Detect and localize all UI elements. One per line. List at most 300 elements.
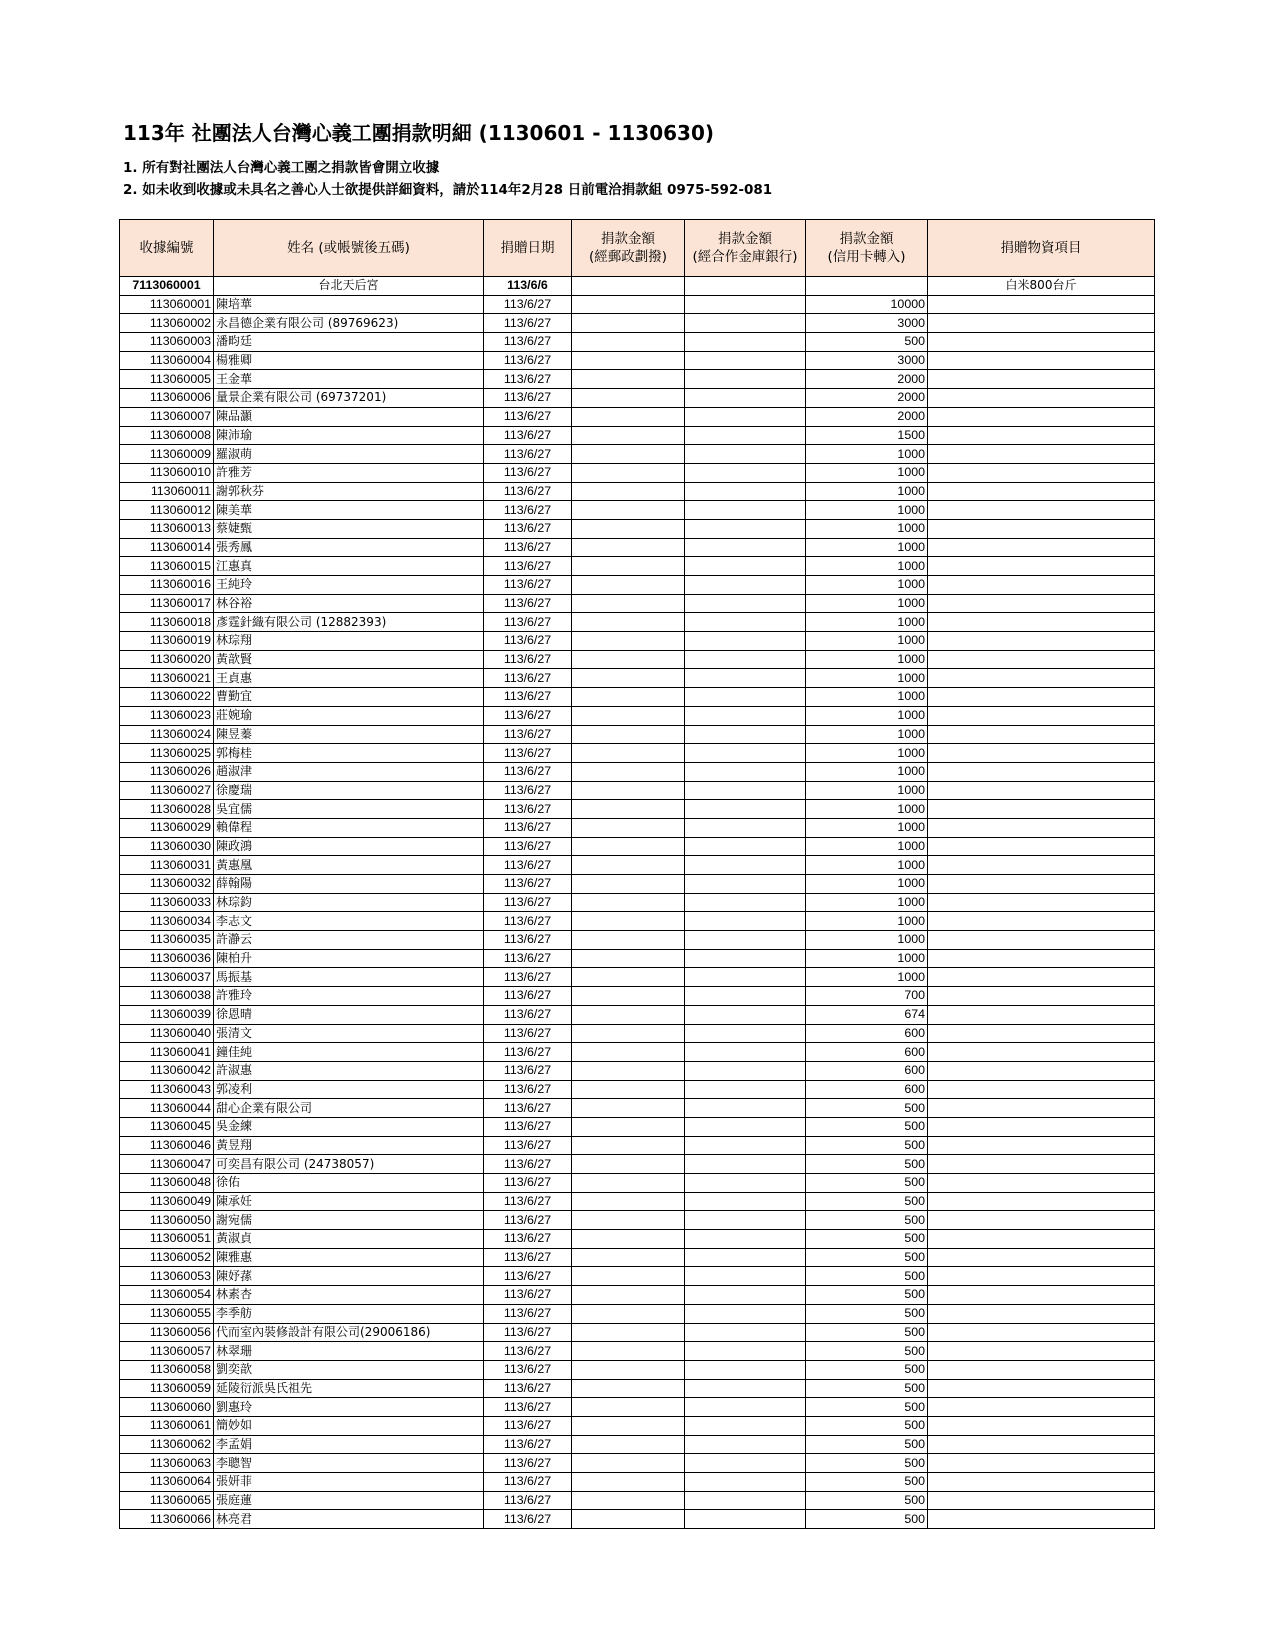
table-row xyxy=(120,1061,1155,1080)
cell-bank-amount xyxy=(685,1080,806,1099)
table-row xyxy=(120,333,1155,352)
cell-bank-amount xyxy=(685,1398,806,1417)
cell-card-amount: 1000 xyxy=(806,482,928,501)
cell-receipt-no: 113060037 xyxy=(120,968,214,987)
cell-items xyxy=(928,632,1155,651)
cell-receipt-no: 113060026 xyxy=(120,762,214,781)
cell-items xyxy=(928,1248,1155,1267)
cell-card-amount: 500 xyxy=(806,1304,928,1323)
cell-card-amount: 500 xyxy=(806,1136,928,1155)
cell-date: 113/6/27 xyxy=(484,931,572,950)
cell-bank-amount xyxy=(685,818,806,837)
cell-card-amount: 1500 xyxy=(806,426,928,445)
cell-date: 113/6/27 xyxy=(484,762,572,781)
cell-postal-amount xyxy=(572,818,685,837)
cell-items xyxy=(928,1024,1155,1043)
cell-postal-amount xyxy=(572,576,685,595)
table-row xyxy=(120,557,1155,576)
cell-items xyxy=(928,1473,1155,1492)
cell-date: 113/6/27 xyxy=(484,1136,572,1155)
cell-bank-amount xyxy=(685,1454,806,1473)
cell-bank-amount xyxy=(685,519,806,538)
cell-postal-amount xyxy=(572,1155,685,1174)
cell-bank-amount xyxy=(685,1491,806,1510)
table-row xyxy=(120,893,1155,912)
cell-card-amount: 1000 xyxy=(806,519,928,538)
cell-receipt-no: 113060048 xyxy=(120,1174,214,1193)
cell-date: 113/6/27 xyxy=(484,1211,572,1230)
cell-items xyxy=(928,650,1155,669)
cell-items xyxy=(928,314,1155,333)
cell-name: 黃惠凰 xyxy=(214,856,484,875)
cell-card-amount: 1000 xyxy=(806,931,928,950)
cell-items xyxy=(928,295,1155,314)
cell-bank-amount xyxy=(685,762,806,781)
cell-postal-amount xyxy=(572,351,685,370)
table-row xyxy=(120,1155,1155,1174)
cell-bank-amount xyxy=(685,1211,806,1230)
cell-receipt-no: 113060056 xyxy=(120,1323,214,1342)
cell-card-amount: 500 xyxy=(806,1435,928,1454)
table-row xyxy=(120,781,1155,800)
cell-postal-amount xyxy=(572,987,685,1006)
cell-card-amount: 500 xyxy=(806,1192,928,1211)
cell-postal-amount xyxy=(572,1379,685,1398)
cell-card-amount: 600 xyxy=(806,1043,928,1062)
cell-date: 113/6/27 xyxy=(484,1398,572,1417)
cell-date: 113/6/27 xyxy=(484,968,572,987)
cell-items xyxy=(928,594,1155,613)
cell-postal-amount xyxy=(572,1080,685,1099)
table-row xyxy=(120,370,1155,389)
cell-date: 113/6/27 xyxy=(484,688,572,707)
cell-name: 林琮鈞 xyxy=(214,893,484,912)
cell-date: 113/6/27 xyxy=(484,501,572,520)
cell-postal-amount xyxy=(572,893,685,912)
cell-date: 113/6/27 xyxy=(484,800,572,819)
cell-items xyxy=(928,426,1155,445)
cell-name: 永昌德企業有限公司 (89769623) xyxy=(214,314,484,333)
cell-postal-amount xyxy=(572,1342,685,1361)
cell-postal-amount xyxy=(572,314,685,333)
cell-receipt-no: 113060044 xyxy=(120,1099,214,1118)
cell-card-amount: 500 xyxy=(806,1323,928,1342)
cell-card-amount: 1000 xyxy=(806,856,928,875)
cell-items xyxy=(928,1435,1155,1454)
table-row xyxy=(120,1024,1155,1043)
cell-postal-amount xyxy=(572,463,685,482)
cell-name: 趙淑津 xyxy=(214,762,484,781)
table-row xyxy=(120,1491,1155,1510)
cell-date: 113/6/27 xyxy=(484,1435,572,1454)
cell-bank-amount xyxy=(685,482,806,501)
cell-items xyxy=(928,1155,1155,1174)
cell-items xyxy=(928,856,1155,875)
cell-card-amount: 3000 xyxy=(806,351,928,370)
cell-bank-amount xyxy=(685,407,806,426)
cell-postal-amount xyxy=(572,875,685,894)
table-row xyxy=(120,426,1155,445)
cell-name: 彥霆針織有限公司 (12882393) xyxy=(214,613,484,632)
cell-date: 113/6/27 xyxy=(484,1174,572,1193)
cell-items xyxy=(928,1342,1155,1361)
cell-card-amount: 1000 xyxy=(806,781,928,800)
cell-name: 李志文 xyxy=(214,912,484,931)
cell-card-amount: 500 xyxy=(806,1379,928,1398)
cell-receipt-no: 113060063 xyxy=(120,1454,214,1473)
cell-postal-amount xyxy=(572,968,685,987)
cell-name: 黃歆賢 xyxy=(214,650,484,669)
cell-postal-amount xyxy=(572,1117,685,1136)
cell-bank-amount xyxy=(685,1435,806,1454)
cell-receipt-no: 113060064 xyxy=(120,1473,214,1492)
header-postal-amount xyxy=(572,220,685,277)
table-row xyxy=(120,576,1155,595)
cell-date: 113/6/27 xyxy=(484,314,572,333)
cell-items xyxy=(928,501,1155,520)
table-row xyxy=(120,538,1155,557)
cell-receipt-no: 113060028 xyxy=(120,800,214,819)
cell-receipt-no: 113060011 xyxy=(120,482,214,501)
cell-receipt-no: 113060041 xyxy=(120,1043,214,1062)
cell-items xyxy=(928,1005,1155,1024)
cell-name: 張清文 xyxy=(214,1024,484,1043)
cell-postal-amount xyxy=(572,277,685,296)
table-row xyxy=(120,1136,1155,1155)
header-receipt-no: 收據編號 xyxy=(120,220,214,277)
cell-date: 113/6/27 xyxy=(484,1248,572,1267)
cell-card-amount: 1000 xyxy=(806,688,928,707)
cell-items xyxy=(928,1398,1155,1417)
table-row xyxy=(120,501,1155,520)
cell-date: 113/6/27 xyxy=(484,333,572,352)
cell-name: 許瀞云 xyxy=(214,931,484,950)
cell-items xyxy=(928,1267,1155,1286)
cell-postal-amount xyxy=(572,1024,685,1043)
table-row xyxy=(120,1342,1155,1361)
cell-date: 113/6/27 xyxy=(484,1061,572,1080)
cell-postal-amount xyxy=(572,744,685,763)
cell-bank-amount xyxy=(685,1267,806,1286)
note-contact: 2. 如未收到收據或未具名之善心人士欲提供詳細資料，請於114年2月28 日前電洽捐款組 0975-592-081 xyxy=(123,182,773,198)
cell-name: 賴偉程 xyxy=(214,818,484,837)
table-row xyxy=(120,875,1155,894)
cell-receipt-no: 113060015 xyxy=(120,557,214,576)
cell-card-amount: 500 xyxy=(806,1248,928,1267)
cell-receipt-no: 113060030 xyxy=(120,837,214,856)
cell-receipt-no: 113060066 xyxy=(120,1510,214,1529)
header-postal-line1: 捐款金額 xyxy=(601,231,655,247)
cell-name: 許雅玲 xyxy=(214,987,484,1006)
cell-items xyxy=(928,1061,1155,1080)
cell-date: 113/6/27 xyxy=(484,1230,572,1249)
cell-receipt-no: 113060053 xyxy=(120,1267,214,1286)
cell-postal-amount xyxy=(572,725,685,744)
header-date: 捐贈日期 xyxy=(484,220,572,277)
table-row xyxy=(120,1230,1155,1249)
cell-receipt-no: 113060016 xyxy=(120,576,214,595)
cell-date: 113/6/27 xyxy=(484,613,572,632)
cell-card-amount: 1000 xyxy=(806,875,928,894)
cell-name: 劉惠玲 xyxy=(214,1398,484,1417)
cell-bank-amount xyxy=(685,1136,806,1155)
cell-name: 陳培華 xyxy=(214,295,484,314)
cell-name: 黃淑貞 xyxy=(214,1230,484,1249)
cell-items xyxy=(928,557,1155,576)
cell-card-amount: 500 xyxy=(806,1155,928,1174)
cell-name: 林谷裕 xyxy=(214,594,484,613)
cell-items xyxy=(928,613,1155,632)
table-row xyxy=(120,1510,1155,1529)
cell-name: 江惠真 xyxy=(214,557,484,576)
cell-items xyxy=(928,781,1155,800)
cell-name: 林亮君 xyxy=(214,1510,484,1529)
cell-items xyxy=(928,893,1155,912)
cell-items xyxy=(928,1099,1155,1118)
table-row xyxy=(120,594,1155,613)
cell-card-amount: 1000 xyxy=(806,968,928,987)
cell-date: 113/6/27 xyxy=(484,519,572,538)
cell-bank-amount xyxy=(685,1323,806,1342)
cell-items xyxy=(928,818,1155,837)
cell-bank-amount xyxy=(685,800,806,819)
cell-name: 陳品灝 xyxy=(214,407,484,426)
table-row xyxy=(120,351,1155,370)
header-name: 姓名 (或帳號後五碼) xyxy=(214,220,484,277)
cell-items xyxy=(928,949,1155,968)
cell-receipt-no: 113060001 xyxy=(120,295,214,314)
cell-items xyxy=(928,762,1155,781)
table-row xyxy=(120,445,1155,464)
cell-date: 113/6/27 xyxy=(484,1286,572,1305)
cell-card-amount: 600 xyxy=(806,1024,928,1043)
cell-card-amount: 1000 xyxy=(806,725,928,744)
cell-bank-amount xyxy=(685,314,806,333)
cell-postal-amount xyxy=(572,931,685,950)
table-row xyxy=(120,1080,1155,1099)
cell-date: 113/6/27 xyxy=(484,463,572,482)
cell-date: 113/6/27 xyxy=(484,1491,572,1510)
cell-bank-amount xyxy=(685,1304,806,1323)
cell-card-amount: 1000 xyxy=(806,501,928,520)
cell-receipt-no: 113060013 xyxy=(120,519,214,538)
cell-receipt-no: 113060012 xyxy=(120,501,214,520)
cell-name: 潘畇廷 xyxy=(214,333,484,352)
cell-date: 113/6/27 xyxy=(484,538,572,557)
cell-card-amount: 1000 xyxy=(806,837,928,856)
cell-date: 113/6/27 xyxy=(484,744,572,763)
table-row xyxy=(120,1379,1155,1398)
cell-bank-amount xyxy=(685,1174,806,1193)
cell-receipt-no: 113060042 xyxy=(120,1061,214,1080)
cell-receipt-no: 113060034 xyxy=(120,912,214,931)
cell-postal-amount xyxy=(572,1267,685,1286)
table-row xyxy=(120,1454,1155,1473)
cell-items xyxy=(928,482,1155,501)
cell-items xyxy=(928,519,1155,538)
cell-card-amount: 1000 xyxy=(806,594,928,613)
cell-card-amount: 1000 xyxy=(806,706,928,725)
cell-name: 羅淑萌 xyxy=(214,445,484,464)
cell-bank-amount xyxy=(685,1024,806,1043)
cell-date: 113/6/6 xyxy=(484,277,572,296)
cell-name: 馬振基 xyxy=(214,968,484,987)
cell-receipt-no: 113060031 xyxy=(120,856,214,875)
cell-name: 代而室內裝修設計有限公司(29006186) xyxy=(214,1323,484,1342)
cell-items xyxy=(928,333,1155,352)
cell-name: 陳昱蓁 xyxy=(214,725,484,744)
cell-items xyxy=(928,538,1155,557)
cell-card-amount: 2000 xyxy=(806,407,928,426)
cell-date: 113/6/27 xyxy=(484,482,572,501)
cell-bank-amount xyxy=(685,426,806,445)
cell-name: 謝宛儒 xyxy=(214,1211,484,1230)
cell-card-amount: 1000 xyxy=(806,576,928,595)
table-row xyxy=(120,744,1155,763)
cell-receipt-no: 113060006 xyxy=(120,389,214,408)
cell-items: 白米800台斤 xyxy=(928,277,1155,296)
cell-name: 許雅芳 xyxy=(214,463,484,482)
cell-postal-amount xyxy=(572,1491,685,1510)
cell-postal-amount xyxy=(572,1043,685,1062)
cell-postal-amount xyxy=(572,1211,685,1230)
cell-name: 陳美華 xyxy=(214,501,484,520)
cell-items xyxy=(928,1043,1155,1062)
cell-name: 王金華 xyxy=(214,370,484,389)
cell-bank-amount xyxy=(685,706,806,725)
cell-card-amount: 500 xyxy=(806,1454,928,1473)
table-row xyxy=(120,407,1155,426)
cell-card-amount: 1000 xyxy=(806,650,928,669)
cell-name: 林翠珊 xyxy=(214,1342,484,1361)
donation-table xyxy=(119,219,1155,1529)
cell-bank-amount xyxy=(685,557,806,576)
cell-postal-amount xyxy=(572,426,685,445)
cell-items xyxy=(928,1323,1155,1342)
cell-date: 113/6/27 xyxy=(484,987,572,1006)
cell-bank-amount xyxy=(685,1061,806,1080)
cell-bank-amount xyxy=(685,501,806,520)
cell-postal-amount xyxy=(572,688,685,707)
cell-date: 113/6/27 xyxy=(484,949,572,968)
cell-bank-amount xyxy=(685,1510,806,1529)
cell-receipt-no: 113060035 xyxy=(120,931,214,950)
table-row xyxy=(120,1117,1155,1136)
cell-name: 陳妤蓀 xyxy=(214,1267,484,1286)
cell-bank-amount xyxy=(685,445,806,464)
cell-items xyxy=(928,1080,1155,1099)
cell-card-amount: 1000 xyxy=(806,538,928,557)
cell-name: 李聰智 xyxy=(214,1454,484,1473)
cell-receipt-no: 113060004 xyxy=(120,351,214,370)
cell-postal-amount xyxy=(572,837,685,856)
header-bank-amount xyxy=(685,220,806,277)
cell-receipt-no: 113060010 xyxy=(120,463,214,482)
cell-bank-amount xyxy=(685,389,806,408)
table-row xyxy=(120,856,1155,875)
cell-items xyxy=(928,389,1155,408)
cell-bank-amount xyxy=(685,1416,806,1435)
cell-card-amount: 1000 xyxy=(806,800,928,819)
cell-name: 李季舫 xyxy=(214,1304,484,1323)
cell-date: 113/6/27 xyxy=(484,781,572,800)
cell-bank-amount xyxy=(685,576,806,595)
cell-postal-amount xyxy=(572,632,685,651)
cell-name: 甜心企業有限公司 xyxy=(214,1099,484,1118)
table-row xyxy=(120,1286,1155,1305)
table-row xyxy=(120,837,1155,856)
note-receipt: 1. 所有對社團法人台灣心義工團之捐款皆會開立收據 xyxy=(123,160,440,176)
cell-receipt-no: 113060003 xyxy=(120,333,214,352)
table-row xyxy=(120,762,1155,781)
cell-card-amount: 1000 xyxy=(806,912,928,931)
table-row xyxy=(120,1211,1155,1230)
cell-receipt-no: 113060062 xyxy=(120,1435,214,1454)
cell-card-amount: 2000 xyxy=(806,389,928,408)
cell-receipt-no: 113060014 xyxy=(120,538,214,557)
table-row xyxy=(120,314,1155,333)
cell-date: 113/6/27 xyxy=(484,706,572,725)
cell-postal-amount xyxy=(572,538,685,557)
table-row-goods xyxy=(120,277,1155,296)
cell-postal-amount xyxy=(572,557,685,576)
cell-items xyxy=(928,407,1155,426)
cell-bank-amount xyxy=(685,650,806,669)
cell-items xyxy=(928,744,1155,763)
table-row xyxy=(120,987,1155,1006)
table-row xyxy=(120,1267,1155,1286)
cell-items xyxy=(928,1491,1155,1510)
cell-date: 113/6/27 xyxy=(484,837,572,856)
cell-card-amount: 1000 xyxy=(806,818,928,837)
cell-name: 楊雅卿 xyxy=(214,351,484,370)
cell-card-amount: 500 xyxy=(806,1286,928,1305)
cell-name: 陳政鴻 xyxy=(214,837,484,856)
cell-date: 113/6/27 xyxy=(484,407,572,426)
cell-name: 可奕昌有限公司 (24738057) xyxy=(214,1155,484,1174)
cell-items xyxy=(928,1136,1155,1155)
cell-receipt-no: 113060051 xyxy=(120,1230,214,1249)
cell-name: 量景企業有限公司 (69737201) xyxy=(214,389,484,408)
table-row xyxy=(120,1360,1155,1379)
cell-date: 113/6/27 xyxy=(484,445,572,464)
cell-receipt-no: 113060017 xyxy=(120,594,214,613)
cell-bank-amount xyxy=(685,277,806,296)
cell-date: 113/6/27 xyxy=(484,912,572,931)
cell-receipt-no: 113060038 xyxy=(120,987,214,1006)
cell-date: 113/6/27 xyxy=(484,1155,572,1174)
cell-bank-amount xyxy=(685,931,806,950)
cell-receipt-no: 113060058 xyxy=(120,1360,214,1379)
cell-date: 113/6/27 xyxy=(484,594,572,613)
cell-postal-amount xyxy=(572,370,685,389)
cell-postal-amount xyxy=(572,1061,685,1080)
cell-card-amount: 500 xyxy=(806,1398,928,1417)
cell-card-amount: 1000 xyxy=(806,669,928,688)
cell-date: 113/6/27 xyxy=(484,1473,572,1492)
cell-date: 113/6/27 xyxy=(484,1342,572,1361)
cell-items xyxy=(928,1230,1155,1249)
cell-bank-amount xyxy=(685,463,806,482)
cell-bank-amount xyxy=(685,538,806,557)
cell-date: 113/6/27 xyxy=(484,1304,572,1323)
cell-card-amount: 500 xyxy=(806,1416,928,1435)
cell-date: 113/6/27 xyxy=(484,576,572,595)
cell-items xyxy=(928,706,1155,725)
cell-date: 113/6/27 xyxy=(484,632,572,651)
cell-bank-amount xyxy=(685,594,806,613)
cell-date: 113/6/27 xyxy=(484,1360,572,1379)
